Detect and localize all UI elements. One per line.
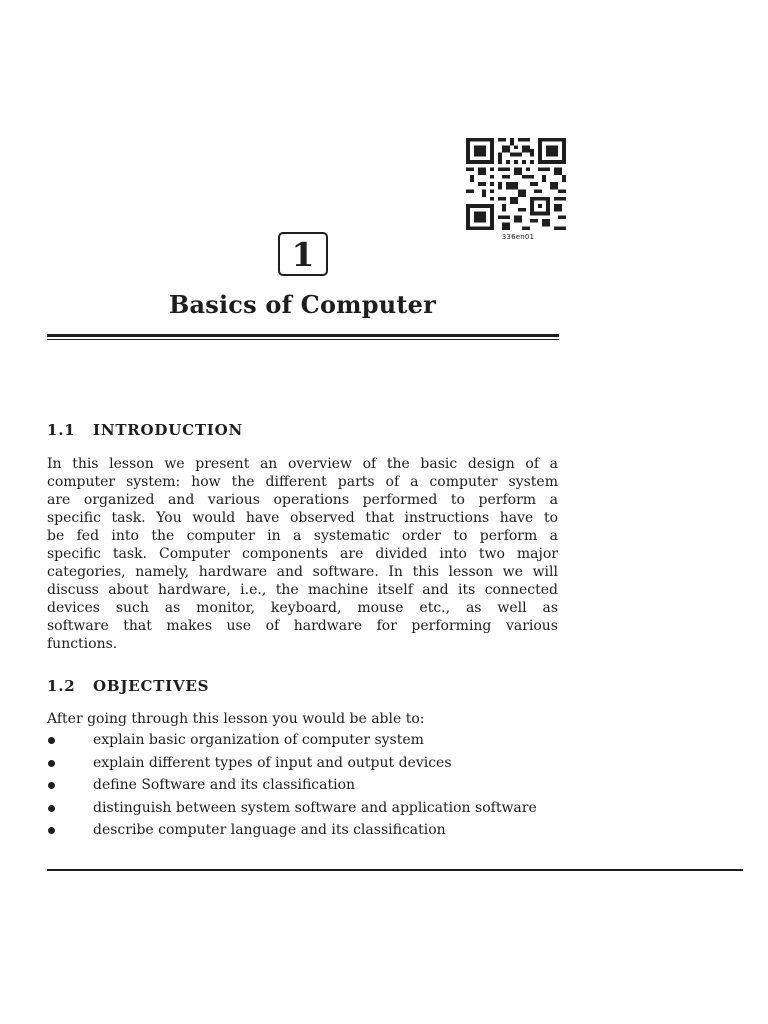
introduction-line: be fed into the computer in a systematic order to perform a <box>47 528 558 544</box>
objective-text: describe computer language and its classification <box>93 822 446 838</box>
objective-item <box>47 799 558 817</box>
objective-text: explain different types of input and output devices <box>93 754 452 771</box>
title-rule-thin <box>47 339 559 340</box>
objective-item <box>47 731 558 749</box>
bullet-icon <box>48 760 55 767</box>
objective-item <box>47 821 558 839</box>
introduction-line: categories, namely, hardware and software. In this lesson we will <box>47 564 558 580</box>
chapter-title: Basics of Computer <box>169 290 436 319</box>
objectives-heading <box>47 677 209 695</box>
introduction-line: computer system: how the different parts of a computer system <box>47 474 558 490</box>
qr-code-pattern <box>466 138 566 230</box>
introduction-line: discuss about hardware, i.e., the machine itself and its connected <box>47 582 558 598</box>
objective-text: explain basic organization of computer system <box>93 732 424 748</box>
objectives-list <box>47 731 558 844</box>
objective-text: define Software and its classification <box>93 777 356 793</box>
chapter-number-box <box>278 232 328 276</box>
bullet-icon <box>48 782 55 789</box>
introduction-heading <box>47 421 243 439</box>
objectives-section-number: 1.2 <box>47 677 76 695</box>
qr-code-image <box>466 138 566 230</box>
bottom-rule <box>47 869 743 871</box>
introduction-line: specific task. Computer components are divided into two major <box>47 546 558 562</box>
introduction-line: devices such as monitor, keyboard, mouse etc., as well as <box>47 600 558 616</box>
introduction-line: specific task. You would have observed that instructions have to <box>47 510 558 526</box>
introduction-line: are organized and various operations performed to perform a <box>47 492 558 508</box>
introduction-line: In this lesson we present an overview of the basic design of a <box>47 456 558 472</box>
introduction-line: functions. <box>47 636 118 652</box>
objectives-lead: After going through this lesson you would be able to: <box>47 711 425 727</box>
chapter-number: 1 <box>291 234 315 274</box>
bullet-icon <box>48 805 55 812</box>
objectives-heading-text: OBJECTIVES <box>93 677 210 695</box>
objective-item <box>47 754 558 772</box>
introduction-paragraph <box>47 455 558 653</box>
introduction-heading-text: INTRODUCTION <box>93 421 244 439</box>
objective-text: distinguish between system software and application software <box>93 799 537 816</box>
qr-code-label: 336en01 <box>501 233 535 241</box>
introduction-line: software that makes use of hardware for performing various <box>47 618 558 634</box>
bullet-icon <box>48 827 55 834</box>
title-rule-thick <box>47 334 559 337</box>
objective-item <box>47 776 558 794</box>
bullet-icon <box>48 737 55 744</box>
introduction-section-number: 1.1 <box>47 421 76 439</box>
